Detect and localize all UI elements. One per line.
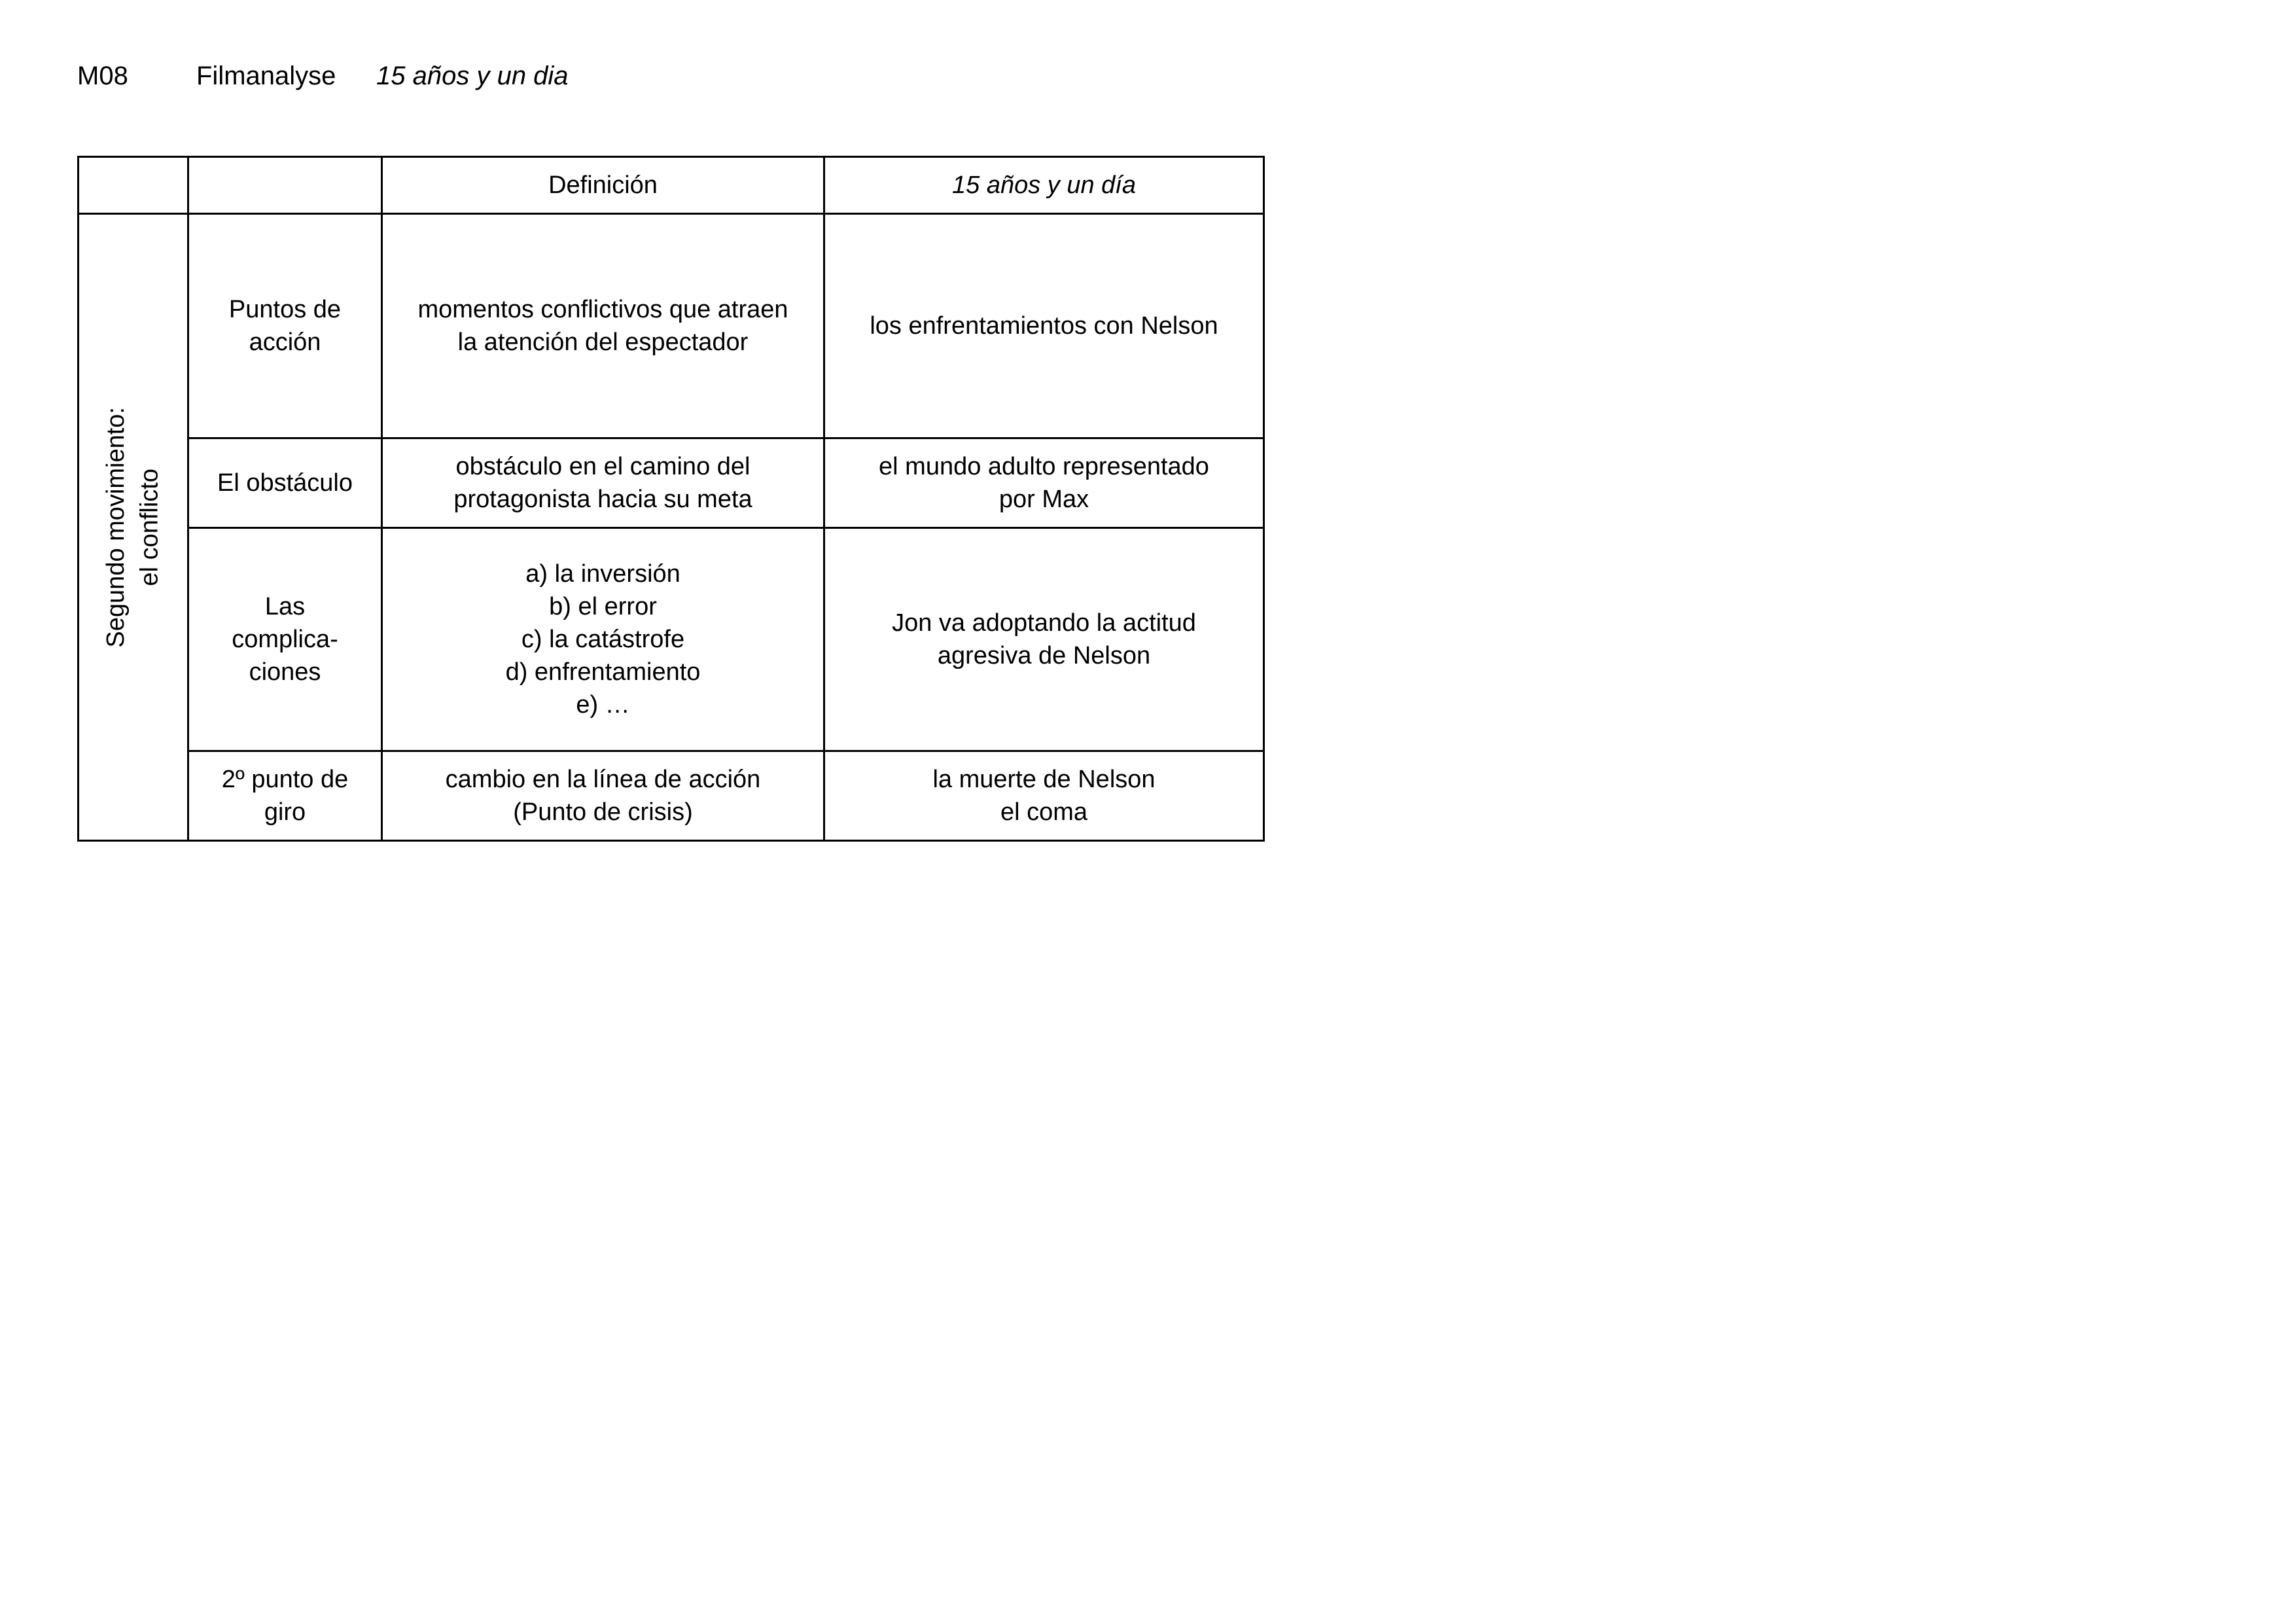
text-line: d) enfrentamiento <box>505 658 701 687</box>
text-line: El obstáculo <box>217 469 353 497</box>
text-line: agresiva de Nelson <box>937 642 1151 669</box>
movement-label-line-2: el conflicto <box>135 468 164 586</box>
row-film-cell <box>824 528 1264 751</box>
movement-label-line-1: Segundo movimiento: <box>102 406 130 648</box>
text-line: la muerte de Nelson <box>932 765 1156 793</box>
text-line: Puntos de <box>228 295 342 323</box>
row-element-cell <box>188 751 382 841</box>
text-line: cambio en la línea de acción <box>445 765 761 793</box>
table-row <box>79 528 1264 751</box>
analysis-table <box>77 156 1265 842</box>
text-line: e) … <box>576 691 630 719</box>
analysis-table-wrapper <box>77 156 1263 842</box>
text-line: a) la inversión <box>525 560 680 588</box>
table-row <box>79 438 1264 528</box>
text-line: c) la catástrofe <box>521 625 685 653</box>
text-line: ciones <box>249 658 321 687</box>
row-definition-cell <box>382 751 824 841</box>
table-header-row <box>79 157 1264 214</box>
movement-label-text <box>99 407 167 648</box>
text-line: Las <box>264 592 306 620</box>
text-line: complica- <box>232 625 338 653</box>
text-line: obstáculo en el camino del <box>455 452 751 480</box>
row-film-cell <box>824 438 1264 528</box>
row-film-cell <box>824 751 1264 841</box>
row-definition-cell <box>382 438 824 528</box>
text-line: 2º punto de <box>221 765 349 793</box>
row-definition-cell <box>382 528 824 751</box>
text-line: Jon va adoptando la actitud <box>892 609 1196 637</box>
module-code: M08 <box>77 62 128 90</box>
movement-label-cell <box>79 214 188 841</box>
text-line: (Punto de crisis) <box>513 798 693 826</box>
text-line: momentos conflictivos que atraen <box>417 295 788 323</box>
row-element-cell <box>188 214 382 438</box>
text-line: b) el error <box>549 592 657 620</box>
film-title: 15 años y un dia <box>376 62 569 90</box>
row-element-cell <box>188 438 382 528</box>
header-cell-film: 15 años y un día <box>824 157 1264 214</box>
text-line: el coma <box>1000 798 1088 826</box>
row-film-cell <box>824 214 1264 438</box>
text-line: la atención del espectador <box>457 329 749 356</box>
table-row <box>79 751 1264 841</box>
header-cell-element <box>188 157 382 214</box>
header-cell-movement <box>79 157 188 214</box>
subject-label: Filmanalyse <box>196 62 336 90</box>
text-line: protagonista hacia su meta <box>453 486 752 513</box>
header-cell-definition: Definición <box>382 157 824 214</box>
text-line: los enfrentamientos con Nelson <box>870 312 1218 340</box>
text-line: acción <box>249 329 321 356</box>
row-definition-cell <box>382 214 824 438</box>
text-line: el mundo adulto representado <box>879 452 1209 480</box>
text-line: por Max <box>998 486 1089 513</box>
table-row <box>79 214 1264 438</box>
document-header <box>77 60 569 92</box>
row-element-cell <box>188 528 382 751</box>
text-line: giro <box>264 798 306 826</box>
